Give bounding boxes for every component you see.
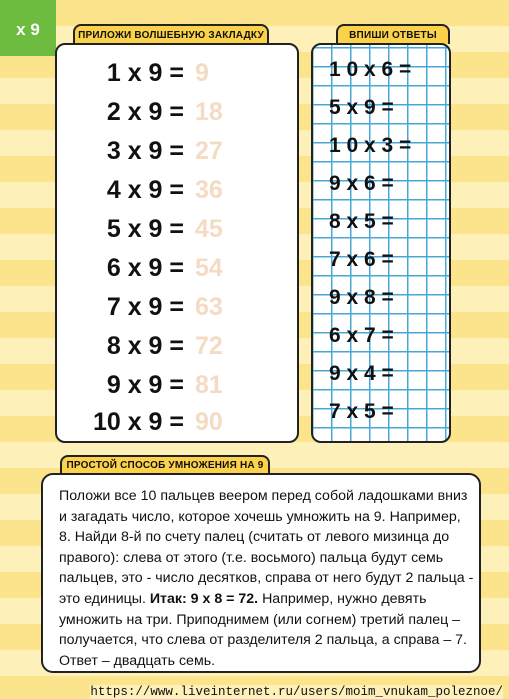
table-row bbox=[57, 57, 297, 93]
exercise-item: 8 x 5 = bbox=[329, 210, 394, 233]
table-row bbox=[57, 96, 297, 132]
exercise-item: 1 0 x 6 = bbox=[329, 58, 412, 81]
table-answer: 81 bbox=[195, 371, 223, 399]
table-expression: 6 x 9 = bbox=[106, 254, 184, 282]
exercise-item: 5 x 9 = bbox=[329, 96, 394, 119]
answers-tab-label: ВПИШИ ОТВЕТЫ bbox=[349, 29, 437, 41]
table-expression: 7 x 9 = bbox=[106, 293, 184, 321]
method-tab bbox=[60, 455, 270, 474]
table-expression: 3 x 9 = bbox=[106, 137, 184, 165]
table-answer: 90 bbox=[195, 408, 223, 436]
table-row bbox=[57, 174, 297, 210]
table-row bbox=[57, 135, 297, 171]
method-text-bold: Итак: 9 x 8 = 72. bbox=[149, 590, 259, 607]
table-row bbox=[57, 213, 297, 249]
table-expression: 10 x 9 = bbox=[92, 408, 184, 436]
table-answer: 36 bbox=[195, 176, 223, 204]
table-expression: 5 x 9 = bbox=[106, 215, 184, 243]
section-badge-label: x 9 bbox=[16, 20, 40, 39]
table-row bbox=[57, 406, 297, 442]
multiplication-table bbox=[55, 43, 299, 443]
method-tab-label: ПРОСТОЙ СПОСОБ УМНОЖЕНИЯ НА 9 bbox=[66, 460, 264, 471]
exercise-item: 1 0 x 3 = bbox=[329, 134, 412, 157]
bookmark-tab-label: ПРИЛОЖИ ВОЛШЕБНУЮ ЗАКЛАДКУ bbox=[78, 29, 264, 41]
section-badge bbox=[0, 0, 56, 56]
table-row bbox=[57, 291, 297, 327]
method-paragraph bbox=[59, 486, 475, 671]
exercise-item: 9 x 4 = bbox=[329, 362, 394, 385]
exercise-item: 6 x 7 = bbox=[329, 324, 394, 347]
table-answer: 18 bbox=[195, 98, 223, 126]
answers-tab bbox=[336, 24, 450, 44]
exercise-item: 9 x 8 = bbox=[329, 286, 394, 309]
table-answer: 72 bbox=[195, 332, 223, 360]
table-expression: 1 x 9 = bbox=[106, 59, 184, 87]
exercise-item: 7 x 5 = bbox=[329, 400, 394, 423]
table-expression: 2 x 9 = bbox=[106, 98, 184, 126]
table-row bbox=[57, 369, 297, 405]
method-description bbox=[41, 473, 481, 673]
table-expression: 9 x 9 = bbox=[106, 371, 184, 399]
exercise-item: 7 x 6 = bbox=[329, 248, 394, 271]
method-text-part1: Положи все 10 пальцев веером перед собой ладошками вниз и загадать число, которое хочешь умножить на 9. Например, 8. Найди 8-й по счету палец (считать от левого мизинца до правого): слева от этого (т.е. восьмого) пальца будут семь пальцев, это - число десятков, справа от него будут 2 пальца - это единицы. bbox=[59, 488, 474, 607]
table-expression: 4 x 9 = bbox=[106, 176, 184, 204]
exercise-item: 9 x 6 = bbox=[329, 172, 394, 195]
table-answer: 54 bbox=[195, 254, 223, 282]
answers-grid[interactable] bbox=[311, 43, 451, 443]
table-row bbox=[57, 252, 297, 288]
method-text-part2: Например, нужно девять умножить на три. Приподнимем (или согнем) третий палец – получается, что слева от разделителя 2 пальца, а справа – 7. Ответ – двадцать семь. bbox=[59, 590, 467, 669]
bookmark-tab bbox=[73, 24, 269, 44]
table-answer: 27 bbox=[195, 137, 223, 165]
table-expression: 8 x 9 = bbox=[106, 332, 184, 360]
table-row bbox=[57, 330, 297, 366]
table-answer: 9 bbox=[195, 59, 209, 87]
table-answer: 63 bbox=[195, 293, 223, 321]
source-url: https://www.liveinternet.ru/users/moim_vnukam_poleznoe/ bbox=[90, 685, 503, 699]
table-answer: 45 bbox=[195, 215, 223, 243]
